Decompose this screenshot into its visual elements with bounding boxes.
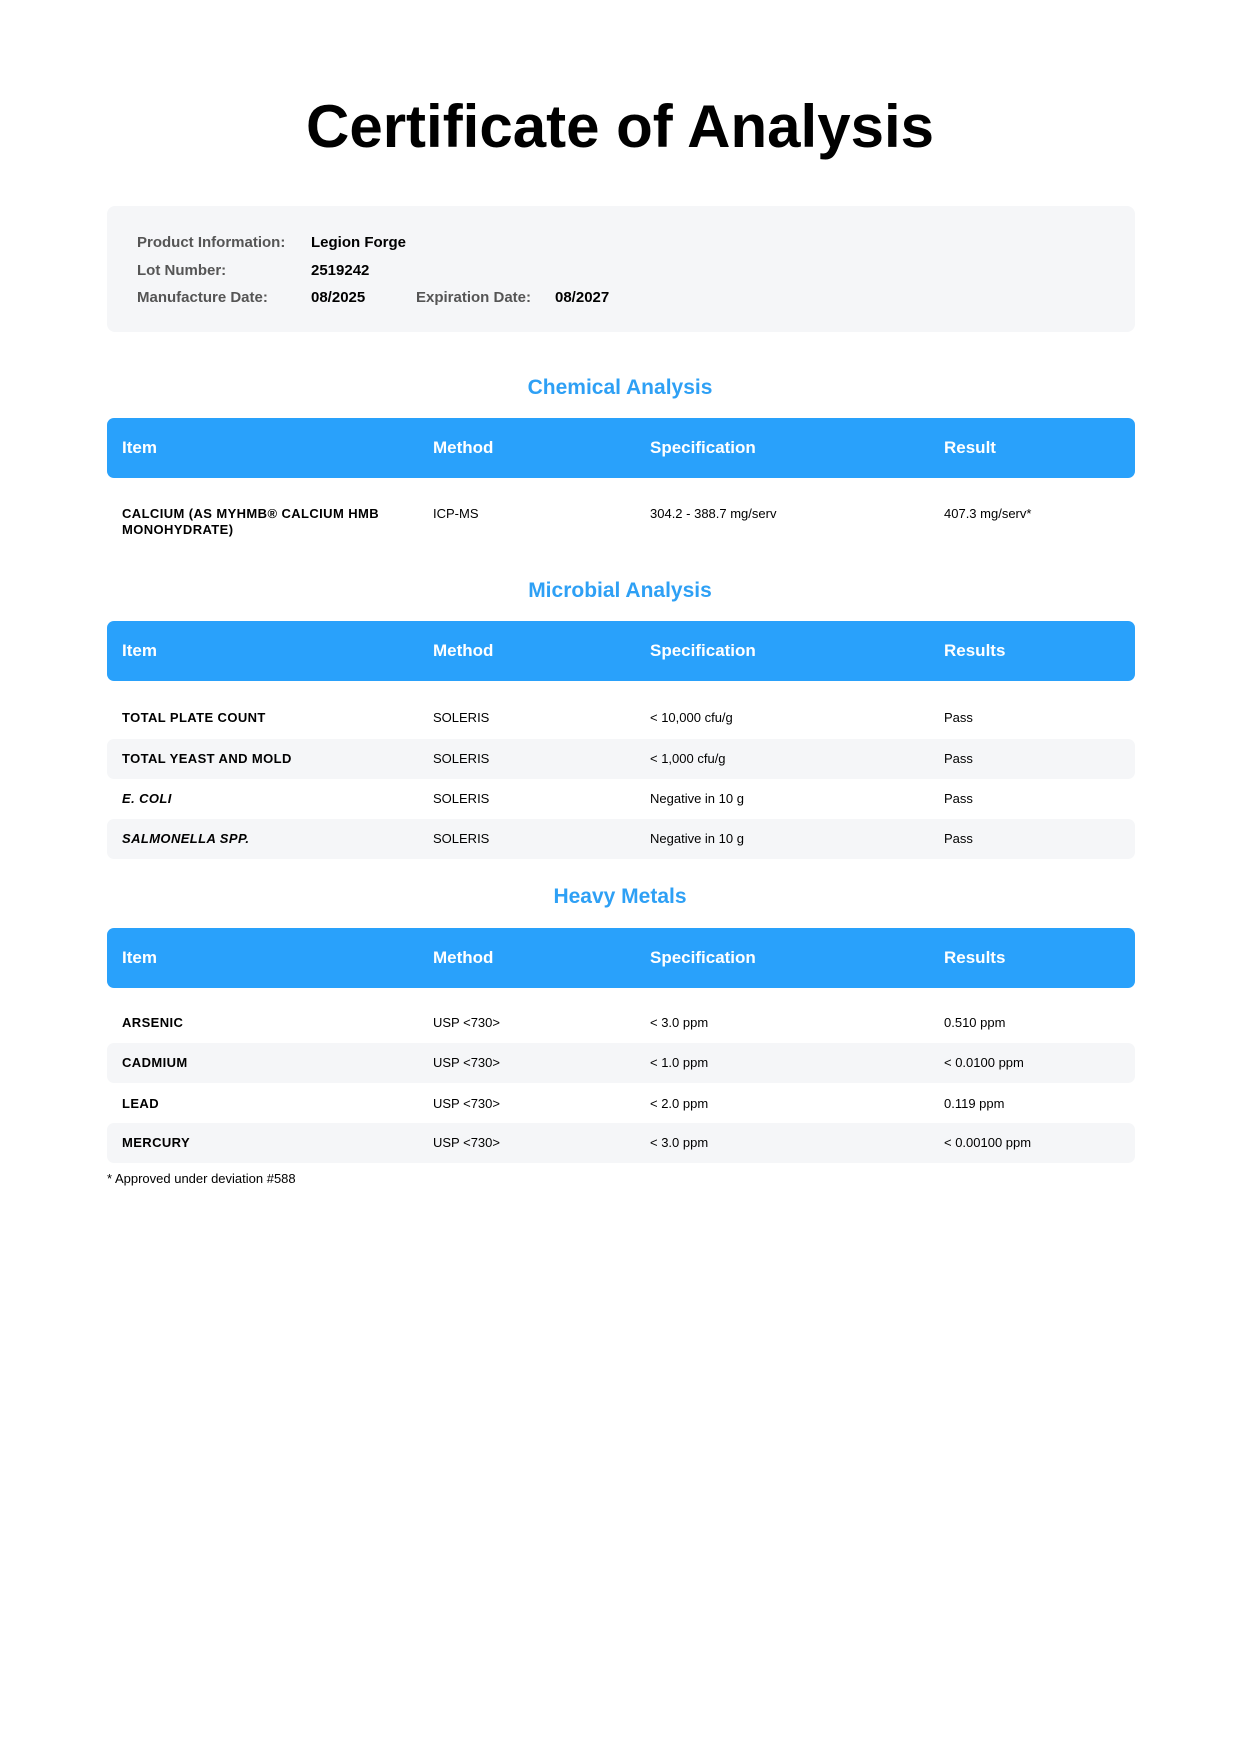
- page-title: Certificate of Analysis: [306, 93, 934, 160]
- microbial-analysis-title: Microbial Analysis: [528, 579, 712, 602]
- item-cell: LEAD: [122, 1096, 159, 1111]
- result-cell: 0.119 ppm: [944, 1096, 1005, 1111]
- table-row: [107, 819, 1135, 859]
- expiration-date-label: Expiration Date:: [416, 289, 532, 306]
- item-cell: SALMONELLA SPP.: [122, 831, 250, 846]
- method-cell: USP <730>: [433, 1135, 500, 1150]
- chemical-table-header: [107, 418, 1135, 478]
- method-cell: ICP-MS: [433, 506, 479, 521]
- column-header-method: Method: [433, 948, 494, 967]
- item-cell: MERCURY: [122, 1135, 191, 1150]
- lot-label: Lot Number:: [137, 262, 227, 279]
- spec-cell: Negative in 10 g: [650, 791, 744, 806]
- method-cell: SOLERIS: [433, 791, 490, 806]
- method-cell: USP <730>: [433, 1096, 500, 1111]
- column-header-specification: Specification: [650, 948, 756, 967]
- column-header-method: Method: [433, 641, 494, 660]
- result-cell: Pass: [944, 831, 973, 846]
- method-cell: SOLERIS: [433, 710, 490, 725]
- method-cell: SOLERIS: [433, 831, 490, 846]
- product-label: Product Information:: [137, 234, 286, 251]
- item-cell: E. COLI: [122, 791, 172, 806]
- item-cell: ARSENIC: [122, 1015, 184, 1030]
- method-cell: USP <730>: [433, 1015, 500, 1030]
- manufacture-date-value: 08/2025: [311, 289, 366, 306]
- product-value: Legion Forge: [311, 234, 406, 251]
- column-header-item: Item: [122, 948, 157, 967]
- result-cell: Pass: [944, 791, 973, 806]
- column-header-results: Results: [944, 948, 1006, 967]
- item-cell: CADMIUM: [122, 1055, 188, 1070]
- method-cell: SOLERIS: [433, 751, 490, 766]
- column-header-item: Item: [122, 641, 157, 660]
- item-cell: [122, 506, 379, 538]
- column-header-method: Method: [433, 438, 494, 457]
- item-cell: TOTAL PLATE COUNT: [122, 710, 266, 725]
- item-cell: TOTAL YEAST AND MOLD: [122, 751, 292, 766]
- result-cell: < 0.0100 ppm: [944, 1055, 1024, 1070]
- table-row: [107, 698, 1135, 738]
- table-row: [107, 739, 1135, 779]
- table-row: [107, 779, 1135, 819]
- lot-value: 2519242: [311, 262, 370, 279]
- table-row: [107, 506, 1135, 540]
- spec-cell: < 2.0 ppm: [650, 1096, 709, 1111]
- spec-cell: 304.2 - 388.7 mg/serv: [650, 506, 777, 521]
- item-line-1: CALCIUM (AS MYHMB® CALCIUM HMB: [122, 506, 379, 521]
- column-header-specification: Specification: [650, 641, 756, 660]
- result-cell: < 0.00100 ppm: [944, 1135, 1032, 1150]
- result-cell: 407.3 mg/serv*: [944, 506, 1032, 521]
- spec-cell: < 3.0 ppm: [650, 1015, 709, 1030]
- result-cell: Pass: [944, 751, 973, 766]
- product-info-panel: [107, 206, 1135, 332]
- method-cell: USP <730>: [433, 1055, 500, 1070]
- chemical-analysis-title: Chemical Analysis: [527, 376, 713, 399]
- result-cell: 0.510 ppm: [944, 1015, 1006, 1030]
- table-row: [107, 1003, 1135, 1043]
- column-header-result: Result: [944, 438, 996, 457]
- heavy-metals-table-header: [107, 928, 1135, 988]
- table-row: [107, 1084, 1135, 1124]
- column-header-results: Results: [944, 641, 1006, 660]
- result-cell: Pass: [944, 710, 973, 725]
- table-row: [107, 1043, 1135, 1083]
- expiration-date-value: 08/2027: [555, 289, 610, 306]
- spec-cell: < 1.0 ppm: [650, 1055, 709, 1070]
- column-header-item: Item: [122, 438, 157, 457]
- item-line-2: MONOHYDRATE): [122, 522, 234, 537]
- table-row: [107, 1123, 1135, 1163]
- spec-cell: < 3.0 ppm: [650, 1135, 709, 1150]
- footnote: * Approved under deviation #588: [107, 1171, 296, 1186]
- microbial-table-header: [107, 621, 1135, 681]
- spec-cell: < 10,000 cfu/g: [650, 710, 733, 725]
- column-header-specification: Specification: [650, 438, 756, 457]
- spec-cell: Negative in 10 g: [650, 831, 744, 846]
- heavy-metals-title: Heavy Metals: [553, 885, 687, 908]
- spec-cell: < 1,000 cfu/g: [650, 751, 726, 766]
- manufacture-date-label: Manufacture Date:: [137, 289, 268, 306]
